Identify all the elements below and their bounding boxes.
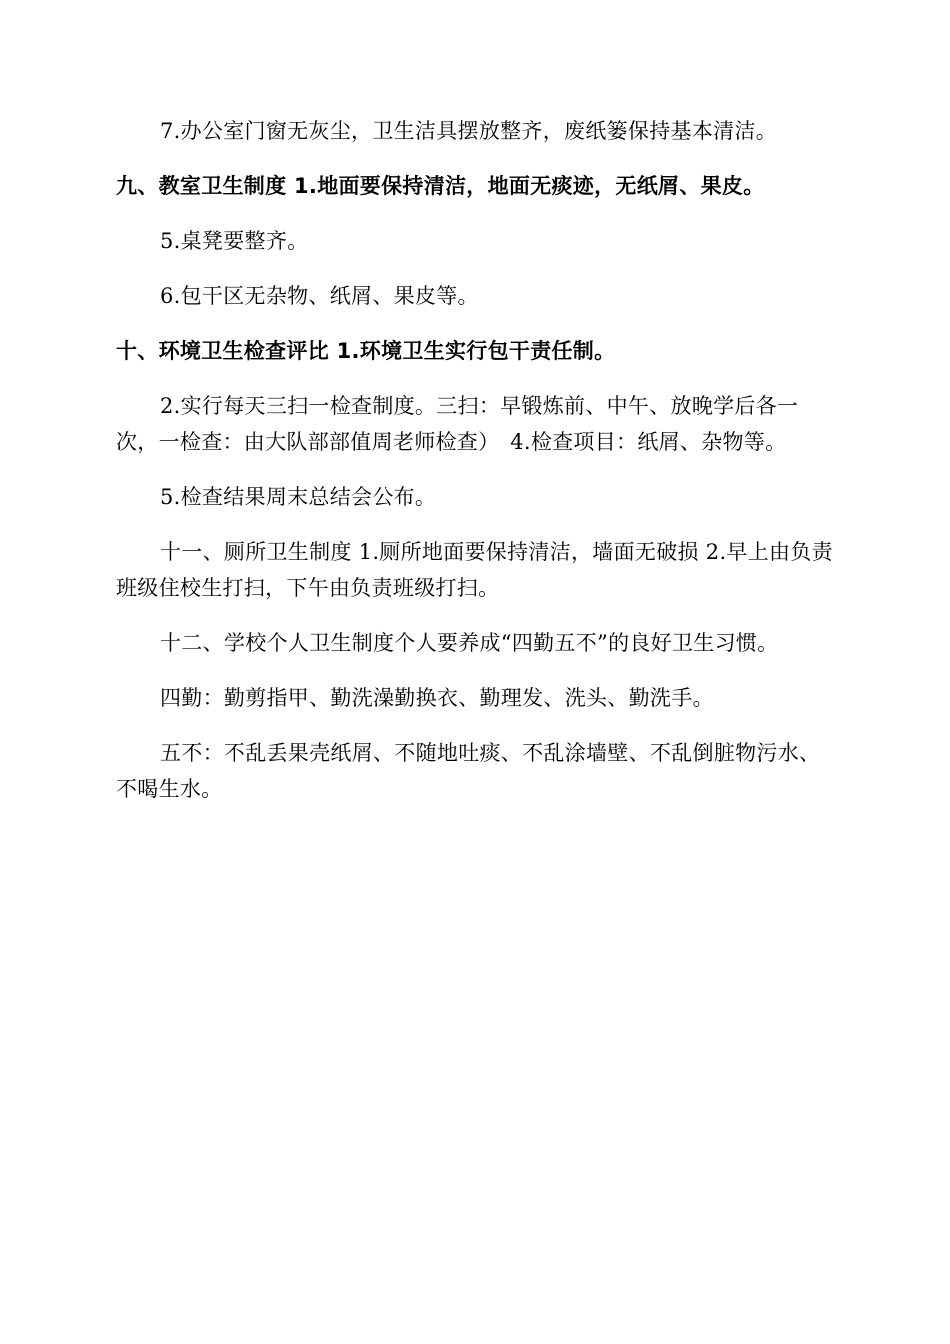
classroom-hygiene-heading: 九、教室卫生制度 1.地面要保持清洁，地面无痰迹，无纸屑、果皮。 bbox=[116, 174, 765, 198]
four-diligences-item: 四勤：勤剪指甲、勤洗澡勤换衣、勤理发、洗头、勤洗手。 bbox=[160, 686, 714, 710]
inspection-results-item: 5.检查结果周末总结会公布。 bbox=[160, 485, 437, 509]
five-donts-item: 五不：不乱丢果壳纸屑、不随地吐痰、不乱涂墙壁、不乱倒脏物污水、不喝生水。 bbox=[116, 741, 821, 801]
daily-inspection-item: 2.实行每天三扫一检查制度。三扫：早锻炼前、中午、放晚学后各一次，一检查：由大队部部值周老师检查） 4.检查项目：纸屑、杂物等。 bbox=[116, 394, 799, 454]
assigned-area-item: 6.包干区无杂物、纸屑、果皮等。 bbox=[160, 284, 479, 308]
environment-inspection-heading: 十、环境卫生检查评比 1.环境卫生实行包干责任制。 bbox=[116, 339, 616, 363]
desks-item: 5.桌凳要整齐。 bbox=[160, 229, 309, 253]
toilet-hygiene-section: 十一、厕所卫生制度 1.厕所地面要保持清洁，墙面无破损 2.早上由负责班级住校生打扫，下午由负责班级打扫。 bbox=[116, 540, 833, 600]
personal-hygiene-section: 十二、学校个人卫生制度个人要养成“四勤五不”的良好卫生习惯。 bbox=[160, 631, 779, 655]
office-cleanliness-item: 7.办公室门窗无灰尘，卫生洁具摆放整齐，废纸篓保持基本清洁。 bbox=[160, 119, 778, 143]
document-body bbox=[116, 113, 836, 826]
